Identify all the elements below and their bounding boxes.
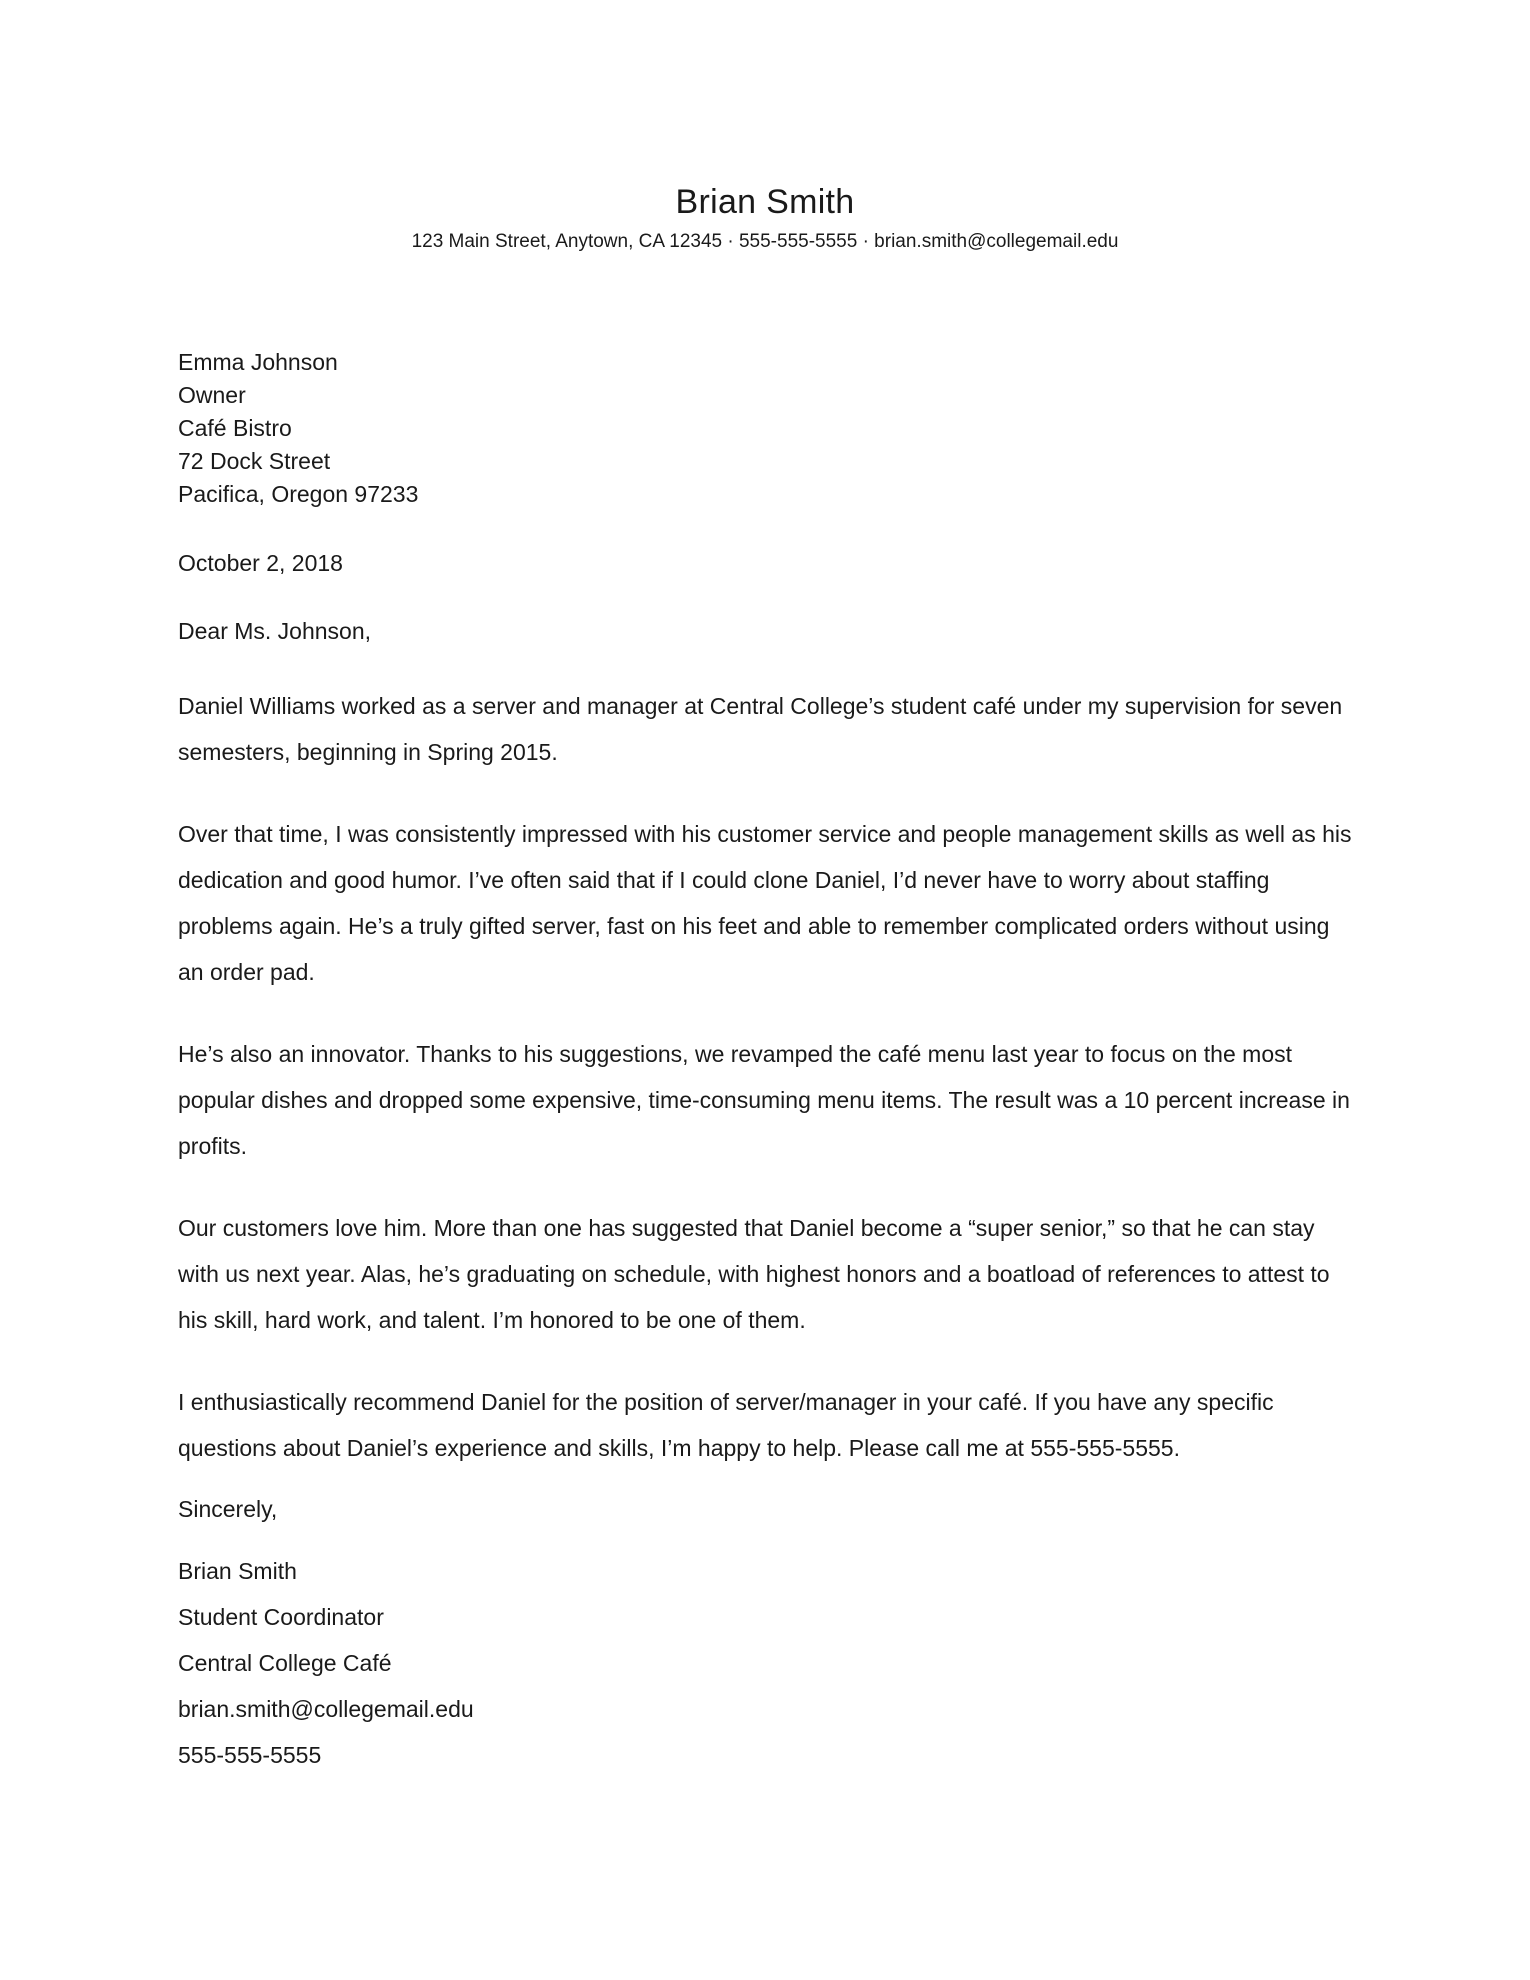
body-paragraph-2: Over that time, I was consistently impressed with his customer service and people management skills as well as his dedication and good humor. I’ve often said that if I could clone Daniel, I’d never have to worry about staffing problems again. He’s a truly gifted server, fast on his feet and able to remember complicated orders without using an order pad. (178, 821, 1352, 985)
signature-phone: 555-555-5555 (178, 1742, 322, 1768)
recipient-street: 72 Dock Street (178, 448, 331, 474)
body-paragraph-4: Our customers love him. More than one has suggested that Daniel become a “super senior,” so that he can stay with us next year. Alas, he’s graduating on schedule, with highest honors and a boatload of references to attest to his skill, hard work, and talent. I’m honored to be one of them. (178, 1215, 1330, 1333)
closing: Sincerely, (178, 1496, 278, 1522)
body-paragraph-3: He’s also an innovator. Thanks to his suggestions, we revamped the café menu last year to focus on the most popular dishes and dropped some expensive, time-consuming menu items. The result was a 10 percent increase in profits. (178, 1041, 1350, 1159)
letter-date: October 2, 2018 (178, 550, 343, 576)
recipient-name: Emma Johnson (178, 349, 338, 375)
signature-email: brian.smith@collegemail.edu (178, 1696, 474, 1722)
letterhead (0, 180, 1530, 256)
signature-block (178, 1548, 1358, 1778)
recipient-company: Café Bistro (178, 415, 292, 441)
signature-title: Student Coordinator (178, 1604, 384, 1630)
recipient-title: Owner (178, 382, 246, 408)
sender-name-heading: Brian Smith (675, 183, 855, 221)
body-paragraph-1: Daniel Williams worked as a server and manager at Central College’s student café under my supervision for seven semesters, beginning in Spring 2015. (178, 693, 1343, 765)
salutation: Dear Ms. Johnson, (178, 618, 372, 644)
sender-contact-line: 123 Main Street, Anytown, CA 12345 · 555-555-5555 · brian.smith@collegemail.edu (411, 231, 1119, 252)
recipient-address-block (178, 346, 1358, 511)
letter-body (178, 346, 1358, 1778)
signature-organization: Central College Café (178, 1650, 392, 1676)
body-paragraph-5: I enthusiastically recommend Daniel for the position of server/manager in your café. If you have any specific questions about Daniel’s experience and skills, I’m happy to help. Please call me at 555-555-5555. (178, 1389, 1274, 1461)
recipient-city: Pacifica, Oregon 97233 (178, 481, 419, 507)
signature-name: Brian Smith (178, 1558, 297, 1584)
